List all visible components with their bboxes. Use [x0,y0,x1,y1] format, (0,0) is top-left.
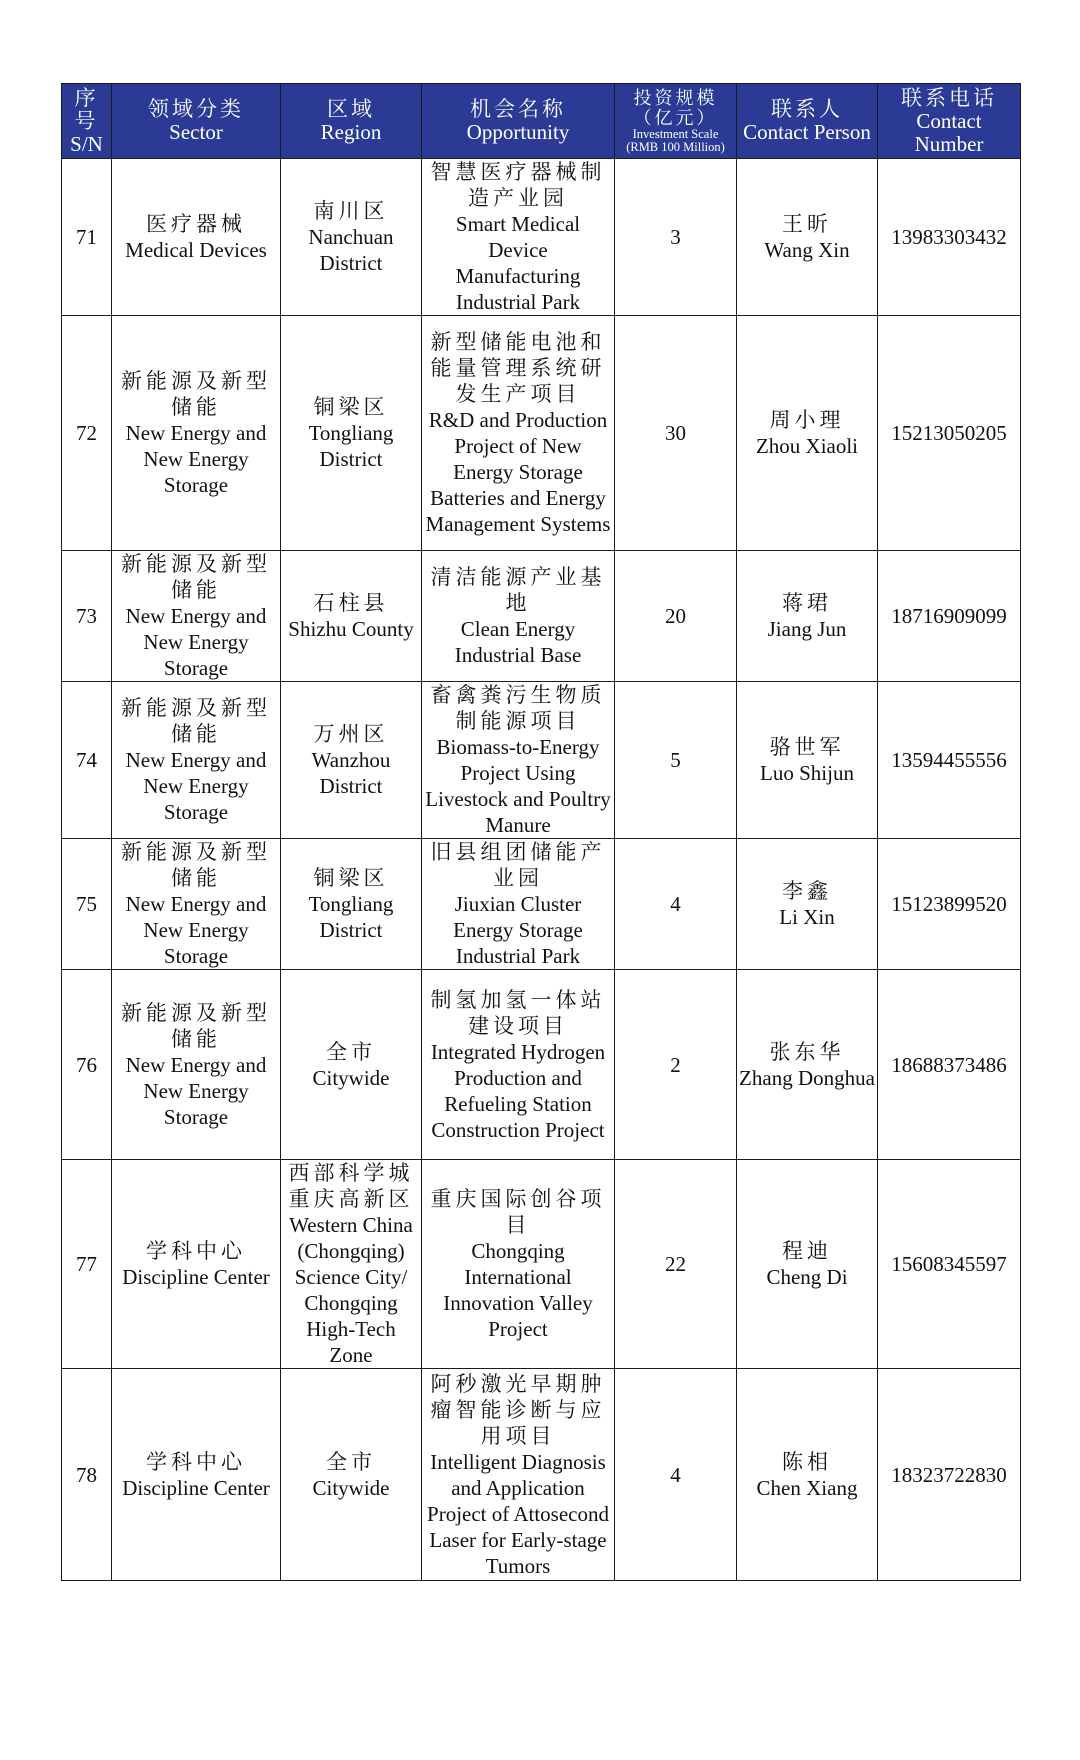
investment-value: 22 [665,1252,686,1276]
opportunity-zh: 畜禽粪污生物质制能源项目 [430,683,606,733]
cell-opportunity [422,551,615,682]
table-row [62,1369,1021,1581]
sector-en: New Energy and New Energy Storage [125,748,267,824]
header-investment-en1: Investment Scale [632,127,719,141]
sn-text: 72 [76,421,97,445]
cell-region [281,970,422,1160]
contact-person-en: Wang Xin [764,238,850,262]
header-investment [615,84,737,159]
sector-zh: 新能源及新型储能 [121,840,271,890]
sn-text: 73 [76,604,97,628]
opportunity-zh: 新型储能电池和能量管理系统研发生产项目 [430,330,606,406]
cell-investment [615,839,737,970]
cell-opportunity [422,839,615,970]
contact-number-value: 13594455556 [891,748,1007,772]
contact-person-zh: 陈相 [782,1449,832,1474]
cell-contact-number [878,682,1021,839]
cell-contact-number [878,316,1021,551]
header-region [281,84,422,159]
investment-value: 20 [665,604,686,628]
region-zh: 全市 [326,1039,376,1064]
opportunity-en: Clean Energy Industrial Base [454,617,582,667]
header-sector [112,84,281,159]
opportunity-en: Jiuxian Cluster Energy Storage Industrial Park [453,892,583,968]
region-zh: 铜梁区 [313,866,389,890]
contact-person-zh: 蒋珺 [782,591,832,615]
header-opportunity-en: Opportunity [466,120,570,144]
sector-en: Medical Devices [125,238,267,262]
header-row [62,84,1021,159]
region-en: Tongliang District [308,892,394,942]
opportunity-en: Smart Medical Device Manufacturing Industrial Park [455,212,581,314]
cell-contact-person [737,839,878,970]
cell-opportunity [422,316,615,551]
sector-zh: 新能源及新型储能 [121,369,271,419]
opportunity-en: R&D and Production Project of New Energy Storage Batteries and Energy Management Systems [425,408,611,536]
contact-person-en: Jiang Jun [767,617,847,641]
sector-en: New Energy and New Energy Storage [125,892,267,968]
cell-sn [62,316,112,551]
cell-investment [615,682,737,839]
region-zh: 石柱县 [313,591,389,615]
region-zh: 万州区 [313,722,389,746]
cell-sector [112,159,281,316]
investment-value: 4 [670,892,681,916]
cell-contact-person [737,551,878,682]
sector-en: Discipline Center [122,1265,270,1289]
region-zh: 西部科学城重庆高新区 [288,1161,414,1211]
opportunity-en: Biomass-to-Energy Project Using Livestock and Poultry Manure [425,735,611,837]
cell-sector [112,1160,281,1369]
sector-zh: 新能源及新型储能 [121,1000,271,1051]
contact-person-en: Cheng Di [766,1265,848,1289]
cell-investment [615,316,737,551]
contact-number-value: 18716909099 [891,604,1007,628]
cell-contact-person [737,682,878,839]
sector-en: New Energy and New Energy Storage [125,421,267,497]
opportunity-zh: 智慧医疗器械制造产业园 [430,160,606,210]
sector-zh: 学科中心 [146,1239,246,1263]
cell-sn [62,159,112,316]
region-en: Tongliang District [308,421,394,471]
sector-en: New Energy and New Energy Storage [125,604,267,680]
contact-person-en: Zhou Xiaoli [755,434,859,458]
table-row [62,316,1021,551]
contact-person-en: Li Xin [779,905,835,929]
cell-contact-number [878,551,1021,682]
opportunity-en: Integrated Hydrogen Production and Refueling Station Construction Project [430,1039,606,1142]
region-zh: 南川区 [313,199,389,223]
contact-person-zh: 李鑫 [782,879,832,903]
cell-region [281,159,422,316]
cell-contact-number [878,970,1021,1160]
cell-contact-person [737,159,878,316]
contact-person-en: Chen Xiang [756,1475,858,1500]
cell-contact-number [878,1160,1021,1369]
cell-investment [615,1369,737,1581]
sn-text: 77 [76,1252,97,1276]
sector-zh: 新能源及新型储能 [121,696,271,746]
contact-person-en: Zhang Donghua [739,1065,875,1090]
cell-region [281,551,422,682]
header-contact-person-en: Contact Person [743,120,871,144]
table-row [62,159,1021,316]
cell-region [281,1160,422,1369]
header-opportunity [422,84,615,159]
table-row [62,970,1021,1160]
cell-region [281,839,422,970]
header-contact-number-zh: 联系电话 [901,85,997,110]
table-row [62,839,1021,970]
sn-text: 78 [76,1462,97,1487]
header-sector-en: Sector [169,120,223,144]
header-sn-zh: 序号 [74,85,99,133]
opportunity-zh: 阿秒激光早期肿瘤智能诊断与应用项目 [430,1371,606,1448]
cell-opportunity [422,1369,615,1581]
cell-contact-number [878,1369,1021,1581]
cell-sector [112,970,281,1160]
cell-region [281,682,422,839]
cell-opportunity [422,1160,615,1369]
cell-contact-person [737,316,878,551]
region-en: Citywide [312,1065,390,1090]
cell-contact-number [878,839,1021,970]
investment-value: 5 [670,748,681,772]
header-contact-number-en: Contact Number [914,108,984,156]
sector-en: Discipline Center [122,1475,270,1500]
header-region-zh: 区域 [327,97,375,121]
opportunity-zh: 重庆国际创谷项目 [430,1187,606,1237]
region-en: Wanzhou District [311,748,391,798]
table-row [62,1160,1021,1369]
cell-sn [62,1369,112,1581]
cell-sector [112,839,281,970]
contact-person-zh: 王昕 [782,212,832,236]
header-investment-zh2: （亿元） [633,108,718,128]
sector-zh: 新能源及新型储能 [121,552,271,602]
cell-region [281,316,422,551]
sector-zh: 学科中心 [146,1449,246,1474]
sn-text: 74 [76,748,97,772]
region-en: Citywide [312,1475,390,1500]
header-sector-zh: 领域分类 [148,97,244,121]
cell-sn [62,682,112,839]
header-investment-en2: (RMB 100 Million) [626,140,725,154]
investment-value: 3 [670,225,681,249]
contact-person-zh: 周小理 [769,408,845,432]
cell-sn [62,839,112,970]
sn-text: 71 [76,225,97,249]
contact-person-zh: 张东华 [769,1039,845,1064]
region-en: Nanchuan District [308,225,394,275]
table-row [62,551,1021,682]
header-sn-en: S/N [70,131,103,156]
cell-contact-person [737,1160,878,1369]
cell-region [281,1369,422,1581]
cell-sector [112,682,281,839]
cell-investment [615,159,737,316]
region-en: Shizhu County [288,617,414,641]
region-zh: 全市 [326,1449,376,1474]
contact-number-value: 13983303432 [891,225,1007,249]
cell-investment [615,970,737,1160]
header-sn [62,84,112,159]
cell-sector [112,316,281,551]
header-contact-person-zh: 联系人 [771,97,843,121]
header-contact-number [878,84,1021,159]
cell-sector [112,1369,281,1581]
cell-opportunity [422,682,615,839]
contact-number-value: 18688373486 [891,1052,1007,1077]
contact-person-en: Luo Shijun [760,761,854,785]
investment-opportunities-table [61,83,1021,1581]
cell-contact-person [737,970,878,1160]
table-row [62,682,1021,839]
region-en: Western China (Chongqing) Science City/ Chongqing High-Tech Zone [289,1213,413,1367]
cell-sn [62,970,112,1160]
opportunity-en: Intelligent Diagnosis and Application Project of Attosecond Laser for Early-stage Tumors [427,1449,609,1578]
header-investment-zh1: 投资规模 [633,88,718,108]
region-zh: 铜梁区 [313,395,389,419]
opportunity-zh: 制氢加氢一体站建设项目 [430,987,606,1038]
cell-contact-number [878,159,1021,316]
contact-number-value: 15608345597 [891,1252,1007,1276]
sector-zh: 医疗器械 [146,212,246,236]
investment-value: 2 [670,1052,681,1077]
contact-person-zh: 程迪 [782,1239,832,1263]
contact-number-value: 15123899520 [891,892,1007,916]
cell-opportunity [422,159,615,316]
opportunity-en: Chongqing International Innovation Valley Project [443,1239,593,1341]
header-opportunity-zh: 机会名称 [470,97,566,121]
cell-contact-person [737,1369,878,1581]
cell-sn [62,1160,112,1369]
sn-text: 76 [76,1052,97,1077]
contact-number-value: 18323722830 [891,1462,1007,1487]
opportunity-zh: 清洁能源产业基地 [430,565,606,615]
header-contact-person [737,84,878,159]
investment-value: 4 [670,1462,681,1487]
header-region-en: Region [320,120,382,144]
opportunity-zh: 旧县组团储能产业园 [430,840,606,890]
investment-value: 30 [665,421,686,445]
contact-number-value: 15213050205 [891,421,1007,445]
cell-investment [615,551,737,682]
sector-en: New Energy and New Energy Storage [125,1052,267,1129]
cell-investment [615,1160,737,1369]
contact-person-zh: 骆世军 [769,735,845,759]
sn-text: 75 [76,892,97,916]
cell-sn [62,551,112,682]
cell-sector [112,551,281,682]
cell-opportunity [422,970,615,1160]
